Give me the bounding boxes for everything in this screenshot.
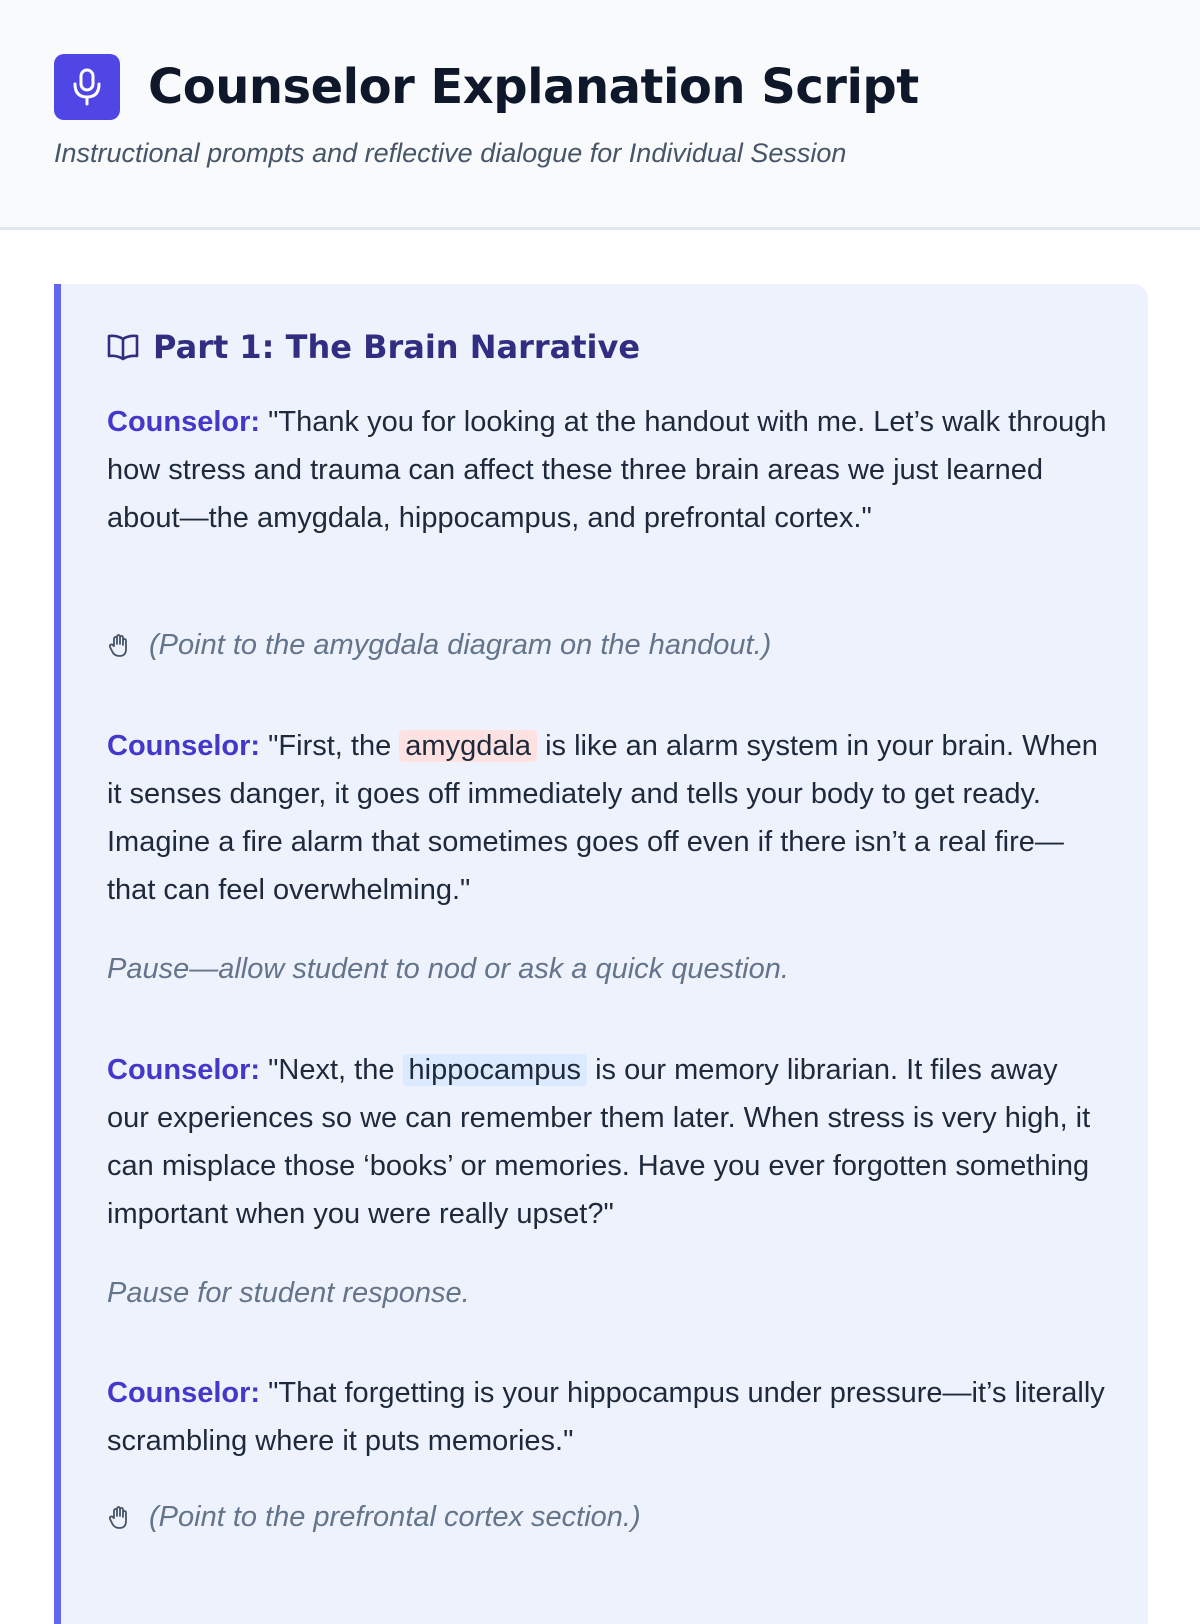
dialogue-text: is like an alarm system in your brain. When it senses danger, it goes off immediately and tells your body to get ready. Imagine a fire alarm that sometimes goes off even if there isn’t a real fire—that can feel overwhelming." xyxy=(107,730,1098,906)
action-cue xyxy=(107,629,771,662)
dialogue-text: "Next, the xyxy=(268,1054,403,1086)
term-highlight-amygdala: amygdala xyxy=(399,730,537,762)
microphone-icon xyxy=(54,54,120,120)
dialogue-text: "First, the xyxy=(268,730,400,762)
page-title: Counselor Explanation Script xyxy=(148,59,919,115)
pause-cue-text: Pause for student response. xyxy=(107,1277,470,1309)
term-highlight-hippocampus: hippocampus xyxy=(403,1054,588,1086)
dialogue-line xyxy=(107,398,1107,542)
speaker-label: Counselor: xyxy=(107,1054,261,1086)
section-heading xyxy=(107,328,640,366)
section-title: Part 1: The Brain Narrative xyxy=(153,328,641,366)
script-section-card xyxy=(54,284,1148,1624)
header-title-row xyxy=(54,54,919,120)
pause-cue xyxy=(107,953,789,986)
speaker-label: Counselor: xyxy=(107,1377,261,1409)
pause-cue-text: Pause—allow student to nod or ask a quick question. xyxy=(107,953,789,985)
dialogue-line xyxy=(107,1369,1107,1465)
action-cue-text: (Point to the amygdala diagram on the handout.) xyxy=(149,629,772,661)
dialogue-line xyxy=(107,722,1107,914)
pause-cue xyxy=(107,1277,470,1310)
dialogue-text: is our memory librarian. It files away our experiences so we can remember them later. When stress is very high, it can misplace those ‘books’ or memories. Have you ever forgotten something important when you were really upset?" xyxy=(107,1054,1091,1230)
pointing-hand-icon xyxy=(107,1505,133,1531)
speaker-label: Counselor: xyxy=(107,730,261,762)
dialogue-line xyxy=(107,1046,1107,1238)
speaker-label: Counselor: xyxy=(107,406,261,438)
dialogue-text: "Thank you for looking at the handout with me. Let’s walk through how stress and trauma can affect these three brain areas we just learned about—the amygdala, hippocampus, and prefrontal cortex." xyxy=(107,406,1107,534)
open-book-icon xyxy=(107,333,139,361)
action-cue xyxy=(107,1501,641,1534)
action-cue-text: (Point to the prefrontal cortex section.) xyxy=(149,1501,641,1533)
dialogue-text: "That forgetting is your hippocampus under pressure—it’s literally scrambling where it puts memories." xyxy=(107,1377,1105,1457)
pointing-hand-icon xyxy=(107,633,133,659)
page-subtitle: Instructional prompts and reflective dialogue for Individual Session xyxy=(54,138,847,168)
page-header xyxy=(0,0,1200,230)
